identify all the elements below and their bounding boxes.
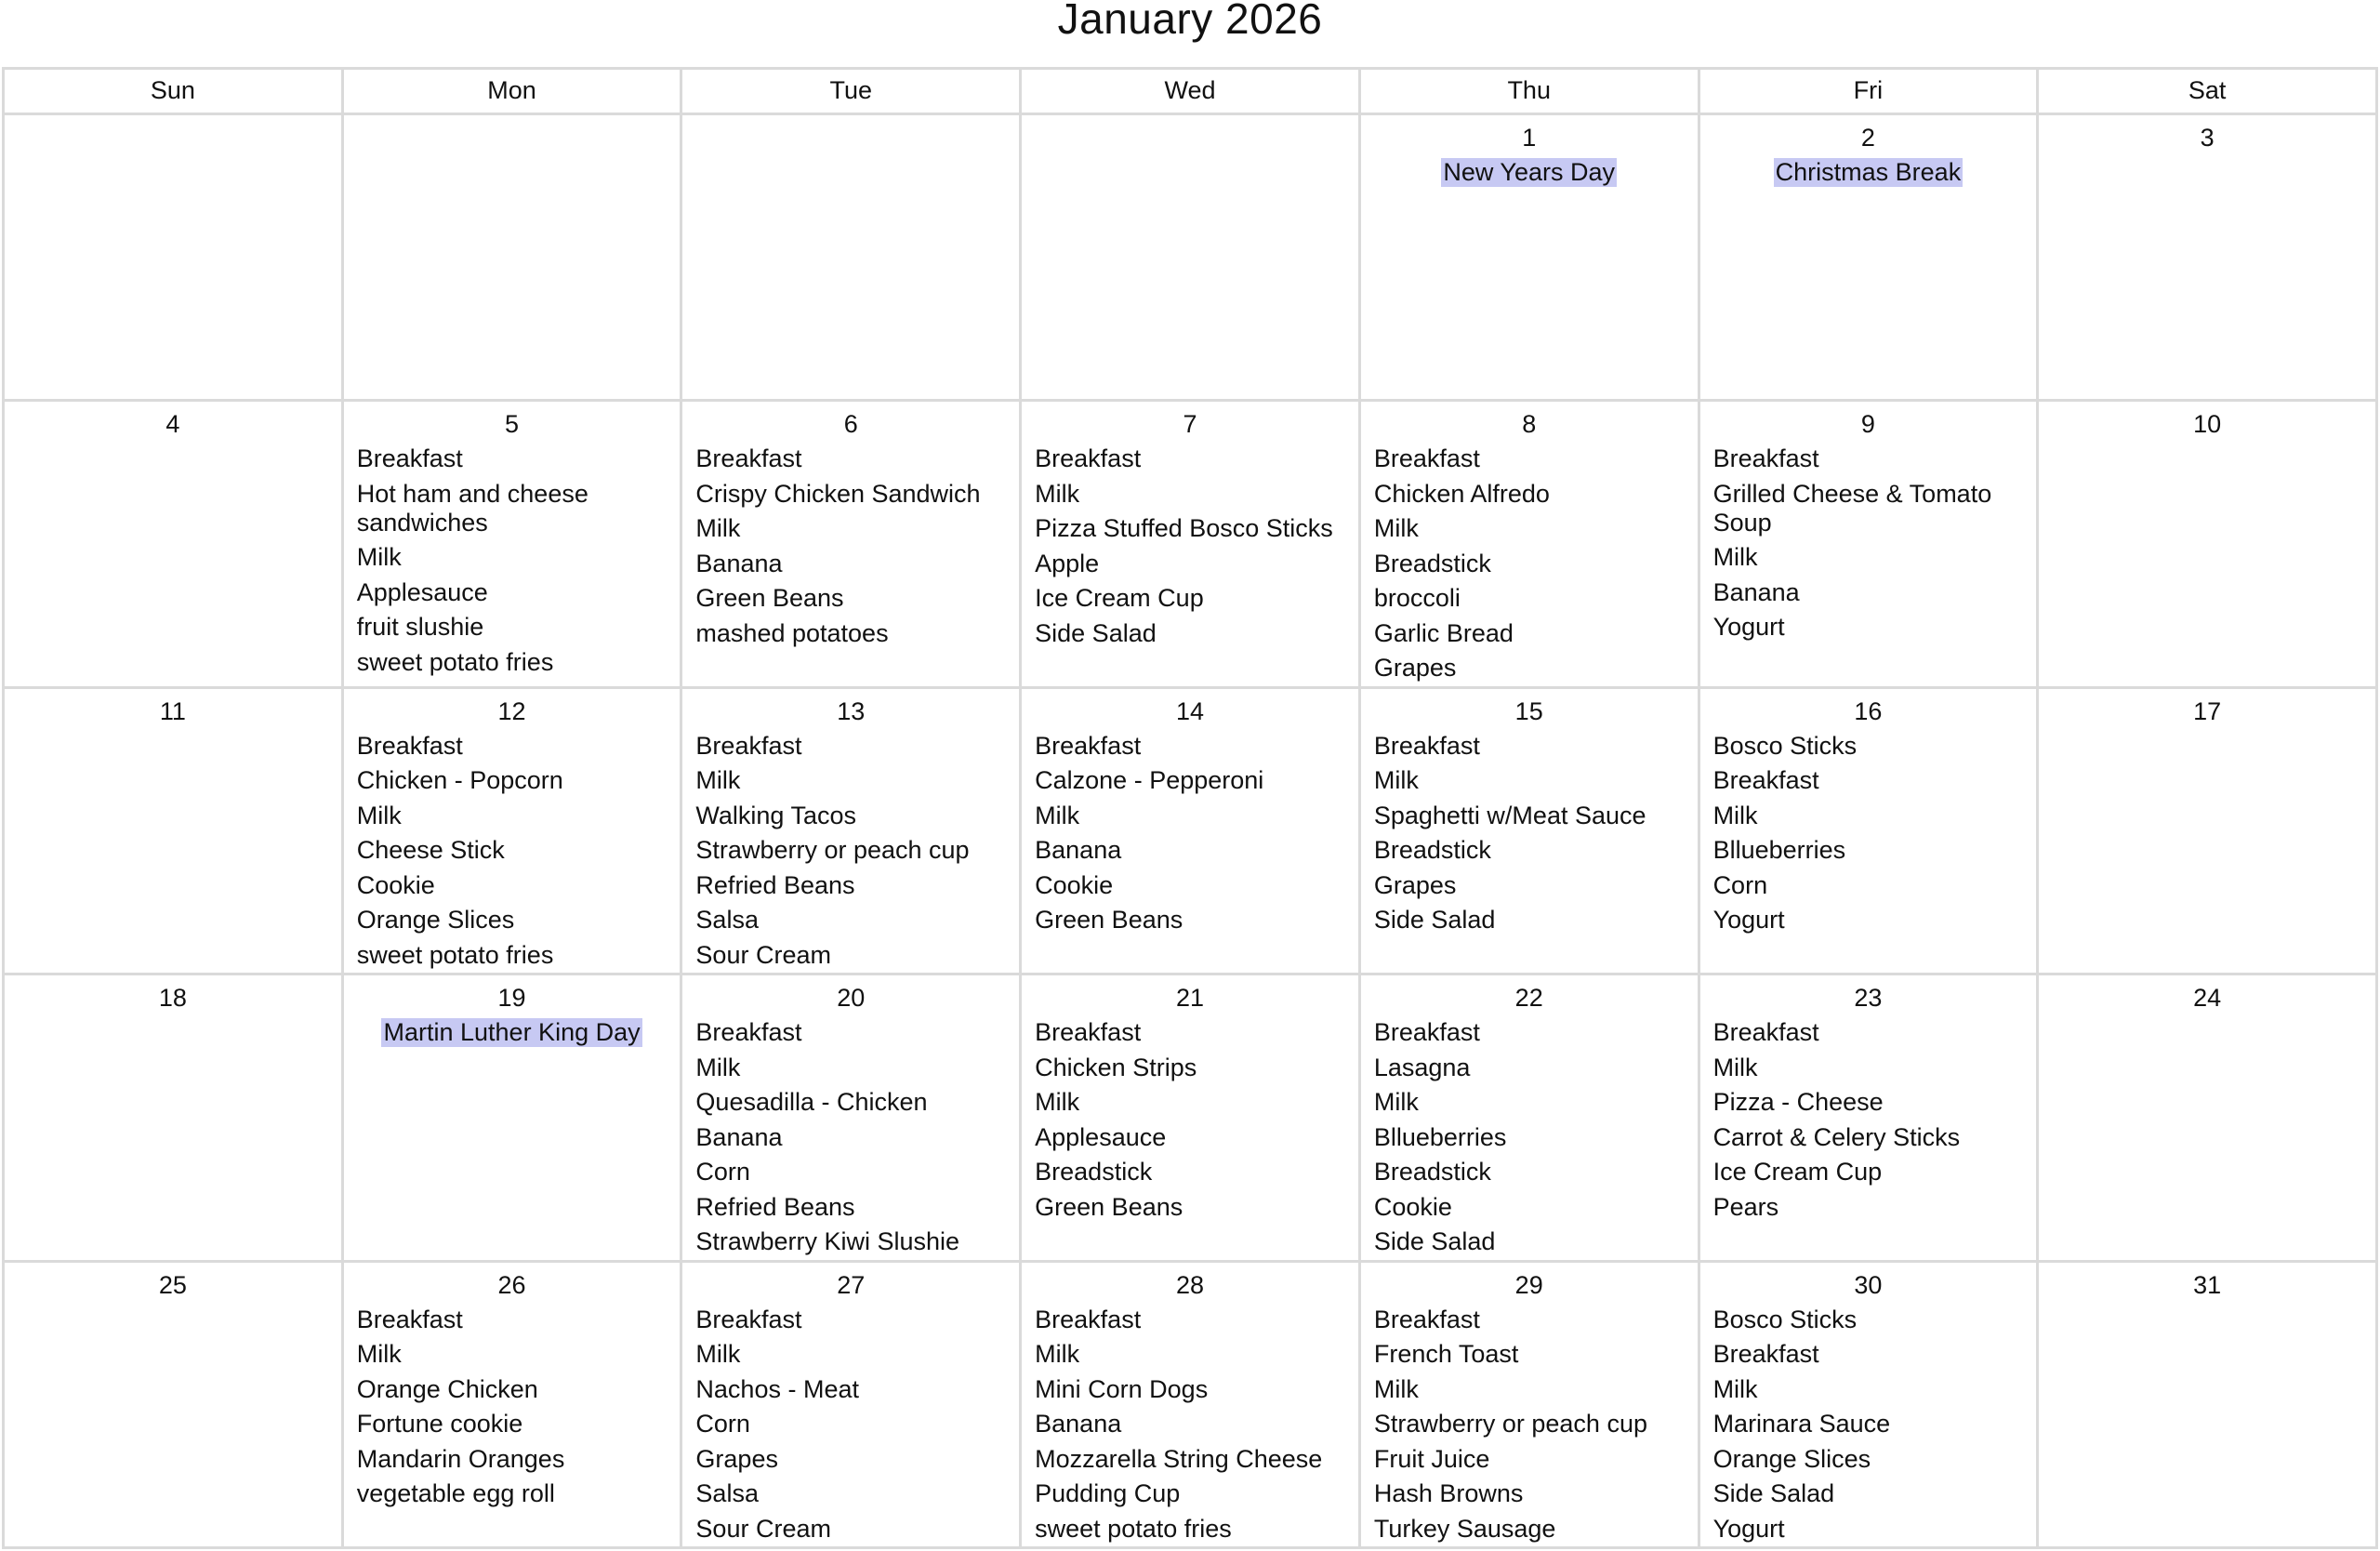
day-number: 31 <box>2193 1270 2222 1299</box>
menu-item: Banana <box>695 1122 783 1151</box>
menu-item-list <box>695 444 1006 648</box>
menu-item: Apple <box>1035 549 1100 577</box>
day-number: 15 <box>1514 696 1543 725</box>
menu-item: Bosco Sticks <box>1712 731 1858 760</box>
day-number: 18 <box>158 984 187 1013</box>
menu-item: Breakfast <box>695 444 802 473</box>
menu-item-list <box>695 732 1006 970</box>
menu-item: Corn <box>695 1158 750 1186</box>
menu-item: fruit slushie <box>356 613 484 642</box>
day-number <box>695 123 1006 158</box>
day-number: 4 <box>165 410 180 439</box>
day-cell-empty <box>1022 115 1361 402</box>
day-cell-5 <box>344 402 683 688</box>
menu-item: Milk <box>1712 543 1758 572</box>
menu-item: Ice Cream Cup <box>1712 1158 1883 1186</box>
day-cell-22 <box>1361 975 1700 1262</box>
day-number: 1 <box>1522 124 1537 152</box>
day-number: 21 <box>1175 984 1205 1013</box>
menu-item: Chicken - Popcorn <box>356 766 563 795</box>
day-number: 7 <box>1183 410 1197 439</box>
day-cell-21 <box>1022 975 1361 1262</box>
weekday-header-tue: Tue <box>682 70 1022 115</box>
menu-item: Milk <box>1712 1053 1758 1081</box>
day-number: 5 <box>505 410 520 439</box>
menu-item: Breadstick <box>1373 836 1491 865</box>
menu-item: Bosco Sticks <box>1712 1305 1858 1333</box>
menu-item: Breakfast <box>1035 444 1142 473</box>
menu-item: Walking Tacos <box>695 801 856 829</box>
day-number <box>18 123 328 158</box>
menu-item-list <box>1035 1306 1345 1544</box>
menu-item: Breakfast <box>1712 766 1819 795</box>
calendar-grid <box>2 67 2378 1549</box>
menu-item: Pizza Stuffed Bosco Sticks <box>1035 514 1333 543</box>
weekday-header-fri: Fri <box>1700 70 2040 115</box>
menu-item: Grapes <box>1373 870 1457 899</box>
menu-item: Fortune cookie <box>356 1410 523 1438</box>
day-number: 13 <box>837 696 866 725</box>
menu-item: Garlic Bread <box>1373 618 1514 647</box>
day-cell-4 <box>5 402 344 688</box>
menu-item: Milk <box>1373 514 1419 543</box>
menu-item: Breakfast <box>1373 444 1480 473</box>
menu-item: Breakfast <box>356 731 463 760</box>
weekday-header-mon: Mon <box>344 70 683 115</box>
weekday-header-sun: Sun <box>5 70 344 115</box>
day-number <box>357 123 668 158</box>
menu-item: Breakfast <box>1035 1305 1142 1333</box>
menu-item: Mandarin Oranges <box>356 1444 565 1473</box>
day-number: 3 <box>2200 124 2215 152</box>
menu-item: Banana <box>1712 577 1800 606</box>
menu-item: Grilled Cheese & Tomato Soup <box>1712 479 1992 537</box>
menu-item: Refried Beans <box>695 1192 855 1221</box>
menu-item: Breakfast <box>1373 1018 1480 1047</box>
menu-item: Green Beans <box>1035 906 1183 935</box>
day-number: 17 <box>2193 696 2222 725</box>
menu-item-list <box>695 1018 1006 1256</box>
day-cell-30 <box>1700 1263 2040 1549</box>
menu-item: Breakfast <box>356 444 463 473</box>
day-cell-26 <box>344 1263 683 1549</box>
menu-item: Sour Cream <box>695 940 831 969</box>
day-number: 29 <box>1514 1270 1543 1299</box>
day-number: 25 <box>158 1270 187 1299</box>
day-cell-18 <box>5 975 344 1262</box>
menu-item: Milk <box>356 801 402 829</box>
day-number: 30 <box>1854 1270 1883 1299</box>
menu-item: Milk <box>695 1340 741 1369</box>
day-cell-27 <box>682 1263 1022 1549</box>
menu-item: Green Beans <box>695 584 844 613</box>
menu-item: Crispy Chicken Sandwich <box>695 479 981 508</box>
menu-item-list <box>357 444 668 677</box>
day-number: 26 <box>497 1270 526 1299</box>
menu-item: Green Beans <box>1035 1192 1183 1221</box>
day-number: 8 <box>1522 410 1537 439</box>
menu-item: mashed potatoes <box>695 618 889 647</box>
day-cell-3 <box>2039 115 2378 402</box>
day-cell-29 <box>1361 1263 1700 1549</box>
menu-item: Cheese Stick <box>356 836 505 865</box>
menu-item: Bllueberries <box>1712 836 1846 865</box>
menu-item: Milk <box>1712 1374 1758 1403</box>
day-number: 6 <box>843 410 858 439</box>
day-number: 20 <box>837 984 866 1013</box>
weekday-header-sat: Sat <box>2039 70 2378 115</box>
menu-item: Side Salad <box>1373 1227 1496 1256</box>
day-cell-31 <box>2039 1263 2378 1549</box>
day-cell-13 <box>682 689 1022 975</box>
menu-item: Grapes <box>695 1444 778 1473</box>
day-cell-19 <box>344 975 683 1262</box>
menu-item: Ice Cream Cup <box>1035 584 1204 613</box>
day-cell-23 <box>1700 975 2040 1262</box>
holiday-row <box>1713 158 2024 187</box>
day-number: 10 <box>2193 410 2222 439</box>
day-cell-empty <box>5 115 344 402</box>
menu-item: Side Salad <box>1712 1479 1835 1508</box>
menu-item: Milk <box>695 766 741 795</box>
menu-item-list <box>1035 1018 1345 1222</box>
menu-item: Milk <box>695 514 741 543</box>
menu-item: Breakfast <box>1712 1018 1819 1047</box>
menu-item: Side Salad <box>1373 906 1496 935</box>
menu-item: Pizza - Cheese <box>1712 1088 1884 1117</box>
holiday-row <box>357 1018 668 1047</box>
day-cell-14 <box>1022 689 1361 975</box>
day-number: 16 <box>1854 696 1883 725</box>
menu-item: Yogurt <box>1712 1514 1785 1543</box>
menu-item: Hot ham and cheese sandwiches <box>356 479 588 537</box>
menu-item: Breakfast <box>1035 1018 1142 1047</box>
menu-item: vegetable egg roll <box>356 1479 555 1508</box>
calendar-title: January 2026 <box>1057 0 1323 43</box>
menu-item: Salsa <box>695 1479 759 1508</box>
day-cell-12 <box>344 689 683 975</box>
menu-item: Milk <box>1373 1088 1419 1117</box>
weekday-header-thu: Thu <box>1361 70 1700 115</box>
day-cell-empty <box>344 115 683 402</box>
menu-item: Milk <box>1035 801 1080 829</box>
menu-item-list <box>1035 732 1345 935</box>
menu-item: Hash Browns <box>1373 1479 1524 1508</box>
menu-item: Pears <box>1712 1192 1779 1221</box>
menu-item: sweet potato fries <box>1035 1514 1232 1543</box>
menu-item: Breadstick <box>1373 1158 1491 1186</box>
menu-item: Strawberry or peach cup <box>695 836 970 865</box>
day-number <box>1035 123 1345 158</box>
menu-item: Milk <box>1712 801 1758 829</box>
day-cell-7 <box>1022 402 1361 688</box>
menu-item: Corn <box>1712 870 1768 899</box>
menu-item: Milk <box>1035 1088 1080 1117</box>
day-cell-24 <box>2039 975 2378 1262</box>
menu-item-list <box>1713 732 2024 935</box>
day-number: 28 <box>1175 1270 1205 1299</box>
menu-item: sweet potato fries <box>356 647 554 676</box>
menu-item: Nachos - Meat <box>695 1374 859 1403</box>
menu-item: Milk <box>356 1340 402 1369</box>
menu-item: Yogurt <box>1712 906 1785 935</box>
menu-item: Bllueberries <box>1373 1122 1507 1151</box>
menu-item: Strawberry or peach cup <box>1373 1410 1647 1438</box>
day-cell-9 <box>1700 402 2040 688</box>
menu-item: Breakfast <box>1035 731 1142 760</box>
menu-item: Yogurt <box>1712 613 1785 642</box>
menu-item: Cookie <box>1373 1192 1452 1221</box>
menu-item: Chicken Strips <box>1035 1053 1197 1081</box>
holiday-label: New Years Day <box>1443 158 1615 186</box>
day-number: 12 <box>497 696 526 725</box>
menu-item-list <box>1374 1306 1685 1544</box>
day-number: 27 <box>837 1270 866 1299</box>
menu-item: Mini Corn Dogs <box>1035 1374 1209 1403</box>
menu-item: Applesauce <box>1035 1122 1167 1151</box>
day-number: 2 <box>1860 124 1875 152</box>
menu-item: sweet potato fries <box>356 940 554 969</box>
menu-item: Breadstick <box>1035 1158 1153 1186</box>
day-cell-1 <box>1361 115 1700 402</box>
day-cell-17 <box>2039 689 2378 975</box>
holiday-label: Christmas Break <box>1775 158 1962 186</box>
menu-item: Applesauce <box>356 577 488 606</box>
menu-item-list <box>1035 444 1345 648</box>
menu-item: Orange Slices <box>356 906 515 935</box>
menu-item: broccoli <box>1373 584 1461 613</box>
day-cell-8 <box>1361 402 1700 688</box>
holiday-label: Martin Luther King Day <box>383 1018 641 1047</box>
menu-item: Sour Cream <box>695 1514 831 1543</box>
menu-item: Side Salad <box>1035 618 1157 647</box>
menu-item-list <box>1713 444 2024 642</box>
menu-item: Mozzarella String Cheese <box>1035 1444 1323 1473</box>
menu-item: Calzone - Pepperoni <box>1035 766 1264 795</box>
menu-item-list <box>357 1306 668 1509</box>
menu-item: Breakfast <box>356 1305 463 1333</box>
menu-item: Breakfast <box>1712 1340 1819 1369</box>
menu-item: French Toast <box>1373 1340 1519 1369</box>
menu-item: Carrot & Celery Sticks <box>1712 1122 1961 1151</box>
day-cell-20 <box>682 975 1022 1262</box>
menu-item: Milk <box>356 543 402 572</box>
menu-item: Breakfast <box>1712 444 1819 473</box>
day-number: 11 <box>159 696 186 725</box>
weekday-header-wed: Wed <box>1022 70 1361 115</box>
menu-item: Marinara Sauce <box>1712 1410 1891 1438</box>
day-cell-25 <box>5 1263 344 1549</box>
menu-item: Chicken Alfredo <box>1373 479 1550 508</box>
day-number: 24 <box>2193 984 2222 1013</box>
menu-item: Breakfast <box>695 1018 802 1047</box>
day-cell-2 <box>1700 115 2040 402</box>
day-number: 19 <box>497 984 526 1013</box>
menu-item: Refried Beans <box>695 870 855 899</box>
menu-item: Quesadilla - Chicken <box>695 1088 928 1117</box>
menu-item-list <box>695 1306 1006 1544</box>
menu-item: Breakfast <box>695 1305 802 1333</box>
day-cell-empty <box>682 115 1022 402</box>
menu-item: Orange Slices <box>1712 1444 1871 1473</box>
menu-item: Milk <box>695 1053 741 1081</box>
day-cell-11 <box>5 689 344 975</box>
menu-item: Milk <box>1035 1340 1080 1369</box>
day-cell-16 <box>1700 689 2040 975</box>
menu-item: Spaghetti w/Meat Sauce <box>1373 801 1646 829</box>
day-cell-28 <box>1022 1263 1361 1549</box>
menu-item: Turkey Sausage <box>1373 1514 1556 1543</box>
menu-item: Milk <box>1373 766 1419 795</box>
menu-item: Fruit Juice <box>1373 1444 1490 1473</box>
menu-item-list <box>1374 444 1685 683</box>
day-number: 22 <box>1514 984 1543 1013</box>
menu-item-list <box>1713 1306 2024 1544</box>
menu-item: Banana <box>695 549 783 577</box>
day-number: 14 <box>1175 696 1205 725</box>
menu-item: Banana <box>1035 1410 1122 1438</box>
menu-item-list <box>1374 732 1685 935</box>
day-cell-15 <box>1361 689 1700 975</box>
menu-item: Milk <box>1035 479 1080 508</box>
menu-item: Breakfast <box>1373 731 1480 760</box>
menu-item: Breadstick <box>1373 549 1491 577</box>
menu-item: Breakfast <box>695 731 802 760</box>
menu-item: Banana <box>1035 836 1122 865</box>
menu-item: Pudding Cup <box>1035 1479 1181 1508</box>
menu-item: Cookie <box>356 870 435 899</box>
menu-item: Milk <box>1373 1374 1419 1403</box>
menu-item: Orange Chicken <box>356 1374 538 1403</box>
menu-item-list <box>1713 1018 2024 1222</box>
day-cell-6 <box>682 402 1022 688</box>
holiday-row <box>1374 158 1685 187</box>
day-number: 23 <box>1854 984 1883 1013</box>
menu-item: Corn <box>695 1410 750 1438</box>
day-cell-10 <box>2039 402 2378 688</box>
menu-item: Salsa <box>695 906 759 935</box>
menu-item: Lasagna <box>1373 1053 1471 1081</box>
menu-item: Cookie <box>1035 870 1114 899</box>
menu-item: Strawberry Kiwi Slushie <box>695 1227 960 1256</box>
day-number: 9 <box>1860 410 1875 439</box>
menu-item: Grapes <box>1373 654 1457 683</box>
menu-item: Breakfast <box>1373 1305 1480 1333</box>
menu-item-list <box>1374 1018 1685 1256</box>
menu-item-list <box>357 732 668 970</box>
